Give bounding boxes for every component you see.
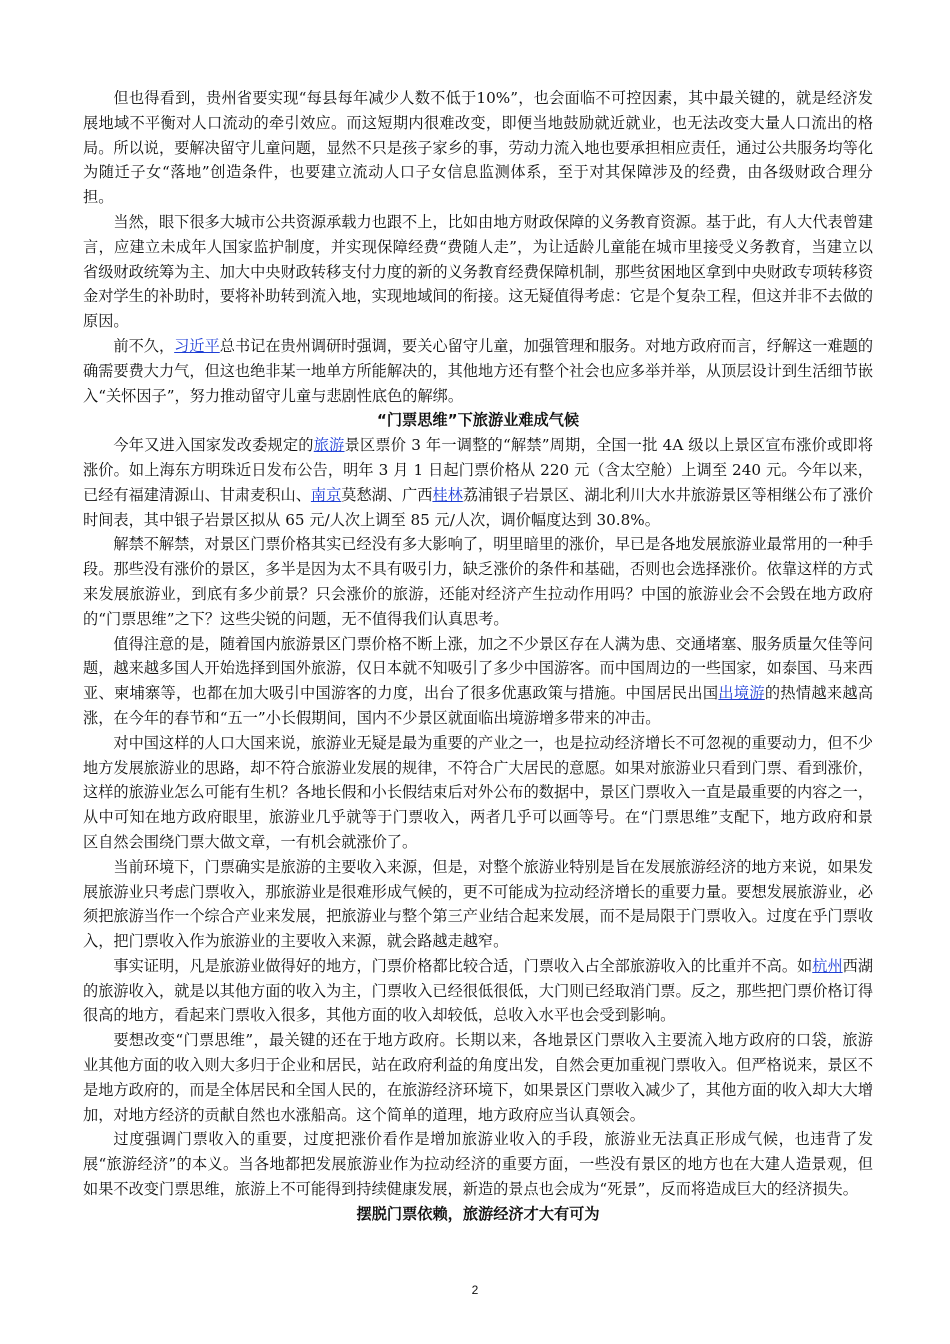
paragraph (83, 334, 873, 408)
text-run: 景区票价 3 年一调整的“解禁”周期，全国一批 4A 级以上景区宣布涨价或即将涨价。如上海东方明珠近日发布公告，明年 3 月 1 日起门票价格从 220 元（含太空舱）上调至 240 元。今年以来，已经有福建清源山、甘肃麦积山、 (83, 436, 874, 504)
paragraph (83, 731, 873, 855)
section-heading: 摆脱门票依赖，旅游经济才大有可为 (356, 1204, 600, 1223)
text-run: 解禁不解禁，对景区门票价格其实已经没有多大影响了，明里暗里的涨价，早已是各地发展旅游业最常用的一种手段。那些没有涨价的景区，多半是因为太不具有吸引力，缺乏涨价的条件和基础，否则也会选择涨价。依靠这样的方式来发展旅游业，到底有多少前景？只会涨价的旅游，还能对经济产生拉动作用吗？中国的旅游业会不会毁在地方政府的“门票思维”之下？这些尖锐的问题，无不值得我们认真思考。 (83, 535, 873, 628)
keyword-link[interactable]: 旅游 (313, 436, 345, 455)
article-content (83, 86, 873, 1227)
paragraph (83, 86, 873, 210)
text-run: 莫愁湖、广西 (341, 485, 433, 504)
keyword-link[interactable]: 桂林 (432, 485, 463, 504)
keyword-link[interactable]: 出境游 (718, 684, 765, 703)
section-heading: “门票思维”下旅游业难成气候 (376, 411, 580, 430)
text-run: 前不久， (113, 336, 175, 355)
text-run: 当然，眼下很多大城市公共资源承载力也跟不上，比如由地方财政保障的义务教育资源。基于此，有人大代表曾建言，应建立未成年人国家监护制度，并实现保障经费“费随人走”，为让适龄儿童能在城市里接受义务教育，当建立以省级财政统筹为主、加大中央财政转移支付力度的新的义务教育经费保障机制，那些贫困地区拿到中央财政专项转移资金对学生的补助时，要将补助转到流入地，实现地域间的衔接。这无疑值得考虑：它是个复杂工程，但这并非不去做的原因。 (83, 212, 873, 331)
text-run: 事实证明，凡是旅游业做得好的地方，门票价格都比较合适，门票收入占全部旅游收入的比重并不高。如 (113, 956, 813, 975)
paragraph (83, 532, 873, 631)
text-run: 今年又进入国家发改委规定的 (113, 436, 314, 455)
text-run: 荔浦银子岩景区、湖北利川大水井旅游景区等相继公布了涨价时间表，其中银子岩景区拟从 65 元/人次上调至 85 元/人次，调价幅度达到 30.8%。 (83, 485, 874, 529)
text-run: 对中国这样的人口大国来说，旅游业无疑是最为重要的产业之一，也是拉动经济增长不可忽视的重要动力，但不少地方发展旅游业的思路，却不符合旅游业发展的规律，不符合广大居民的意愿。如果对旅游业只看到门票、看到涨价，这样的旅游业怎么可能有生机？各地长假和小长假结束后对外公布的数据中，景区门票收入一直是最重要的内容之一，从中可知在地方政府眼里，旅游业几乎就等于门票收入，两者几乎可以画等号。在“门票思维”支配下，地方政府和景区自然会围绕门票大做文章，一有机会就涨价了。 (83, 733, 873, 851)
keyword-link[interactable]: 习近平 (174, 336, 220, 355)
paragraph (83, 1028, 873, 1127)
paragraph (83, 433, 873, 532)
paragraph (83, 954, 873, 1028)
text-run: 要想改变“门票思维”，最关键的还在于地方政府。长期以来，各地景区门票收入主要流入地方政府的口袋，旅游业其他方面的收入则大多归于企业和居民，站在政府利益的角度出发，自然会更加重视门票收入。但严格说来，景区不是地方政府的，而是全体居民和全国人民的，在旅游经济环境下，如果景区门票收入减少了，其他方面的收入却大大增加，对地方经济的贡献自然也水涨船高。这个简单的道理，地方政府应当认真领会。 (83, 1031, 873, 1124)
text-run: 值得注意的是，随着国内旅游景区门票价格不断上涨，加之不少景区存在人满为患、交通堵塞、服务质量欠佳等问题，越来越多国人开始选择到国外旅游，仅日本就不知吸引了多少中国游客。而中国周边的一些国家，如泰国、马来西亚、柬埔寨等，也都在加大吸引中国游客的力度，出台了很多优惠政策与措施。中国居民出国 (83, 634, 873, 703)
paragraph (83, 210, 873, 334)
page-number: 2 (471, 1283, 479, 1297)
paragraph (83, 632, 873, 731)
text-run: 当前环境下，门票确实是旅游的主要收入来源，但是，对整个旅游业特别是旨在发展旅游经济的地方来说，如果发展旅游业只考虑门票收入，那旅游业是很难形成气候的，更不可能成为拉动经济增长的重要力量。要想发展旅游业，必须把旅游当作一个综合产业来发展，把旅游业与整个第三产业结合起来发展，而不是局限于门票收入。过度在乎门票收入，把门票收入作为旅游业的主要收入来源，就会路越走越窄。 (83, 857, 873, 951)
keyword-link[interactable]: 南京 (310, 485, 342, 504)
text-run: 过度强调门票收入的重要，过度把涨价看作是增加旅游业收入的手段，旅游业无法真正形成气候，也违背了发展“旅游经济”的本义。当各地都把发展旅游业作为拉动经济的重要方面，一些没有景区的地方也在大建人造景观，但如果不改变门票思维，旅游上不可能得到持续健康发展，新造的景点也会成为“死景”，反而将造成巨大的经济损失。 (83, 1130, 873, 1199)
text-run: 西湖的旅游收入，就是以其他方面的收入为主，门票收入已经很低很低，大门则已经取消门票。反之，那些把门票价格订得很高的地方，看起来门票收入很多，其他方面的收入却较低，总收入水平也会受到影响。 (83, 956, 874, 1025)
text-run: 总书记在贵州调研时强调，要关心留守儿童，加强管理和服务。对地方政府而言，纾解这一难题的确需要费大力气，但这也绝非某一地单方所能解决的，其他地方还有整个社会也应多举并举，从顶层设计到生活细节嵌入“关怀因子”，努力推动留守儿童与悲剧性底色的解绑。 (83, 336, 874, 405)
keyword-link[interactable]: 杭州 (812, 956, 843, 975)
paragraph (83, 855, 873, 954)
document-body (83, 86, 873, 1227)
text-run: 但也得看到，贵州省要实现“每县每年减少人数不低于10%”，也会面临不可控因素，其中最关键的，就是经济发展地域不平衡对人口流动的牵引效应。而这短期内很难改变，即便当地鼓励就近就业，也无法改变大量人口流出的格局。所以说，要解决留守儿童问题，显然不只是孩子家乡的事，劳动力流入地也要承担相应责任，通过公共服务均等化为随迁子女“落地”创造条件，也要建立流动人口子女信息监测体系，至于对其保障涉及的经费，由各级财政合理分担。 (83, 89, 873, 207)
text-run: 的热情越来越高涨，在今年的春节和“五一”小长假期间，国内不少景区就面临出境游增多带来的冲击。 (83, 684, 874, 727)
paragraph (83, 1127, 873, 1201)
